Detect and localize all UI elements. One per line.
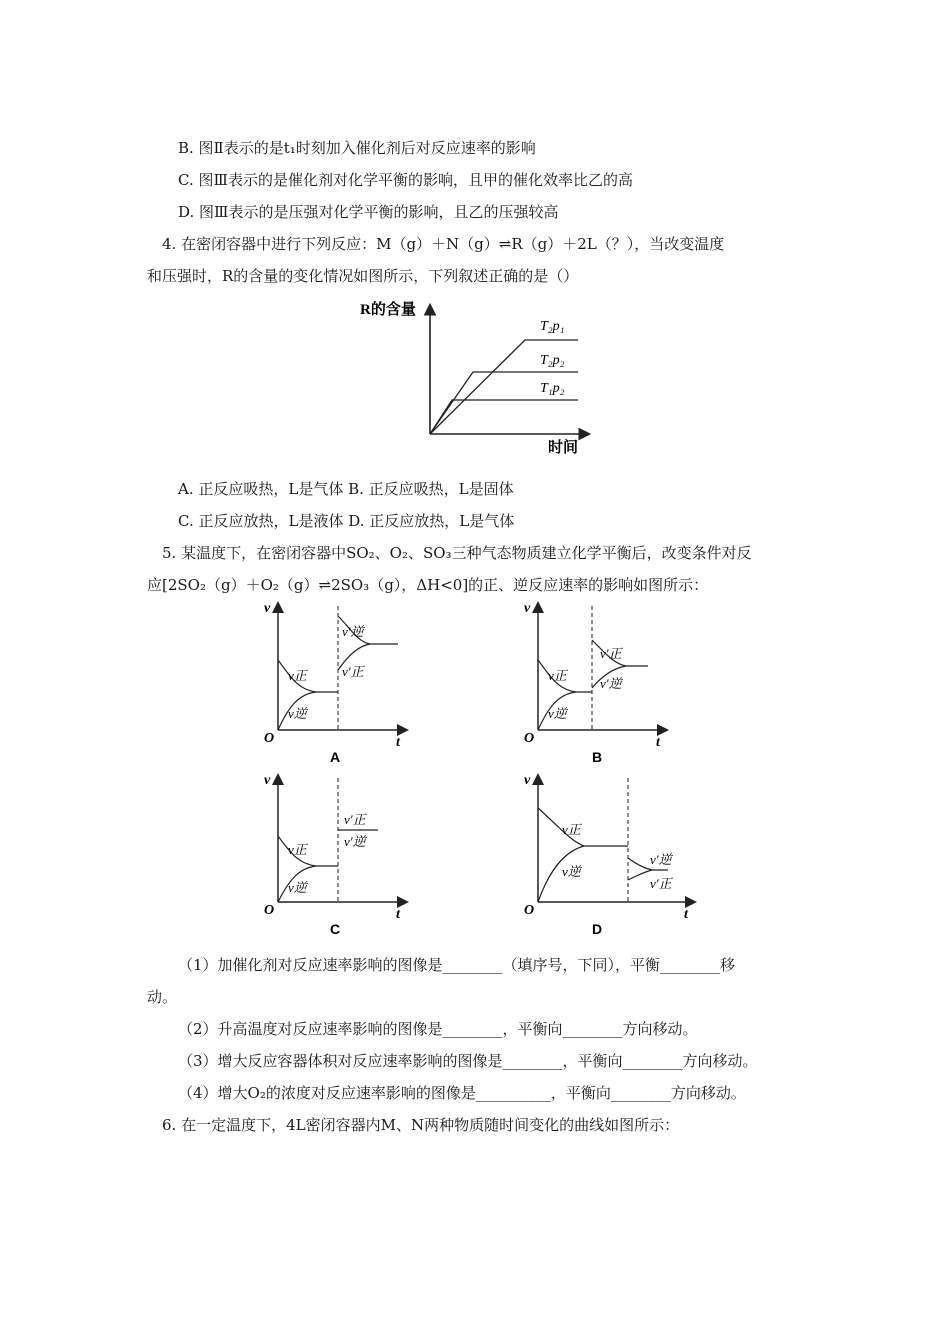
v-zheng-curve	[278, 836, 338, 866]
v-zheng-label: v正	[288, 842, 307, 857]
t-axis-label: t	[656, 735, 660, 750]
panel-label-b: B	[592, 749, 603, 765]
x-axis-label: 时间	[548, 440, 579, 456]
vp-zheng-label: v′正	[344, 812, 366, 827]
v-ni-label: v逆	[562, 864, 581, 879]
curve-t1p2	[430, 400, 578, 434]
t-axis-label: t	[396, 735, 400, 750]
v-axis-label: v	[524, 601, 531, 616]
v-ni-label: v逆	[288, 706, 307, 721]
question-5-line-2: 应[2SO₂（g）＋O₂（g）⇌2SO₃（g），ΔH<0]的正、逆反应速率的影响如图所示：	[147, 576, 709, 594]
v-zheng-curve	[538, 808, 628, 846]
option-c: C. 图Ⅲ表示的是催化剂对化学平衡的影响，且甲的催化效率比乙的高	[178, 171, 633, 189]
panel-label-d: D	[592, 921, 603, 937]
v-zheng-curve	[278, 660, 338, 692]
label-t1p2: T₁p₂	[540, 381, 565, 396]
vp-ni-label: v′逆	[344, 834, 366, 849]
rate-graph-b	[518, 596, 678, 768]
v-ni-label: v逆	[288, 880, 307, 895]
subquestion-3: （3）增大反应容器体积对反应速率影响的图像是________，平衡向________方向移动。	[178, 1052, 758, 1070]
rate-graph-a	[258, 596, 418, 768]
question-5-line-1: 5. 某温度下，在密闭容器中SO₂、O₂、SO₃三种气态物质建立化学平衡后，改变条件对反	[162, 544, 752, 562]
r-content-time-graph	[340, 292, 600, 462]
question-4-options-cd: C. 正反应放热，L是液体 D. 正反应放热，L是气体	[178, 512, 515, 530]
subquestion-2: （2）升高温度对反应速率影响的图像是________，平衡向________方向移动。	[178, 1020, 698, 1038]
v-axis-label: v	[264, 601, 271, 616]
origin-label: O	[264, 903, 275, 918]
question-4-line-2: 和压强时，R的含量的变化情况如图所示，下列叙述正确的是（）	[147, 267, 579, 285]
option-b: B. 图Ⅱ表示的是t₁时刻加入催化剂后对反应速率的影响	[178, 139, 536, 157]
vp-zheng-curve	[628, 870, 652, 880]
label-t2p1: T₂p₁	[540, 319, 565, 334]
vp-zheng-label: v′正	[342, 664, 364, 679]
v-zheng-label: v正	[562, 822, 581, 837]
panel-label-c: C	[330, 921, 341, 937]
vp-ni-label: v′逆	[650, 852, 672, 867]
origin-label: O	[524, 731, 535, 746]
origin-label: O	[524, 903, 535, 918]
vp-ni-label: v′逆	[600, 676, 622, 691]
rate-graph-d	[518, 768, 708, 940]
subquestion-1-line-1: （1）加催化剂对反应速率影响的图像是________（填序号，下同），平衡________移	[178, 956, 736, 974]
question-4-options-ab: A. 正反应吸热，L是气体 B. 正反应吸热，L是固体	[178, 480, 514, 498]
subquestion-1-line-2: 动。	[147, 988, 178, 1006]
vp-ni-label: v′逆	[342, 624, 364, 639]
question-6: 6. 在一定温度下，4L密闭容器内M、N两种物质随时间变化的曲线如图所示：	[162, 1116, 680, 1134]
rate-graph-c	[258, 768, 418, 940]
origin-label: O	[264, 731, 275, 746]
vp-zheng-label: v′正	[650, 876, 672, 891]
panel-label-a: A	[330, 749, 341, 765]
t-axis-label: t	[684, 907, 688, 922]
v-ni-label: v逆	[548, 706, 567, 721]
t-axis-label: t	[396, 907, 400, 922]
label-t2p2: T₂p₂	[540, 353, 565, 368]
question-4-line-1: 4. 在密闭容器中进行下列反应：M（g）＋N（g）⇌R（g）＋2L（？），当改变温度	[162, 235, 725, 253]
y-axis-label: R的含量	[360, 302, 416, 318]
v-zheng-label: v正	[548, 668, 567, 683]
v-zheng-label: v正	[288, 668, 307, 683]
option-d: D. 图Ⅲ表示的是压强对化学平衡的影响，且乙的压强较高	[178, 203, 559, 221]
v-axis-label: v	[264, 773, 271, 788]
vp-zheng-label: v′正	[600, 646, 622, 661]
subquestion-4: （4）增大O₂的浓度对反应速率影响的图像是__________，平衡向________方向移动。	[178, 1084, 746, 1102]
v-axis-label: v	[524, 773, 531, 788]
